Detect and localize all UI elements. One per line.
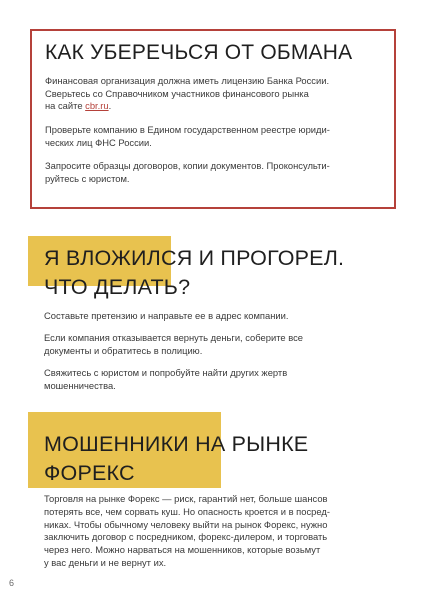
warning-box: [30, 29, 396, 209]
forex-section-body: [44, 493, 394, 570]
forex-title-line-2: ФОРЕКС: [44, 461, 135, 485]
burned-section-body: [44, 310, 394, 402]
registry-paragraph: [45, 124, 390, 149]
registry-line-2: ческих лиц ФНС России.: [45, 136, 152, 148]
lawyer-line-1: Свяжитесь с юристом и попробуйте найти других жертв: [44, 367, 288, 379]
license-line-3-prefix: на сайте: [45, 100, 86, 112]
police-paragraph: [44, 332, 394, 358]
cbr-link[interactable]: cbr.ru: [85, 100, 109, 112]
forex-section-title: [44, 430, 308, 488]
burned-title-line-1: Я ВЛОЖИЛСЯ И ПРОГОРЕЛ.: [44, 246, 345, 270]
lawyer-paragraph: [44, 367, 394, 393]
warning-box-title: КАК УБЕРЕЧЬСЯ ОТ ОБМАНА: [45, 41, 353, 64]
forex-line: потерять все, чем сорвать куш. Но опасность кроется и в посред-: [44, 505, 330, 517]
license-paragraph: [45, 75, 390, 113]
registry-line-1: Проверьте компанию в Едином государственном реестре юриди-: [45, 123, 330, 135]
burned-section-title: [44, 244, 344, 302]
license-line-2: Сверьтесь со Справочником участников финансового рынка: [45, 87, 309, 99]
documents-line-2: руйтесь с юристом.: [45, 172, 130, 184]
documents-paragraph: [45, 160, 390, 185]
police-line-1: Если компания отказывается вернуть деньги, соберите все: [44, 332, 303, 344]
forex-line: у вас деньги и не вернут их.: [44, 556, 167, 568]
page-number: 6: [9, 578, 15, 588]
police-line-2: документы и обратитесь в полицию.: [44, 345, 203, 357]
warning-box-body: [45, 75, 390, 197]
forex-line: Торговля на рынке Форекс — риск, гарантий нет, больше шансов: [44, 493, 328, 504]
license-line-3-suffix: .: [108, 100, 112, 112]
license-line-1: Финансовая организация должна иметь лицензию Банка России.: [45, 75, 330, 86]
claim-paragraph: Составьте претензию и направьте ее в адрес компании.: [44, 310, 289, 321]
lawyer-line-2: мошенничества.: [44, 380, 116, 392]
documents-line-1: Запросите образцы договоров, копии документов. Проконсульти-: [45, 160, 330, 172]
forex-title-line-1: МОШЕННИКИ НА РЫНКЕ: [44, 432, 309, 456]
forex-line: заключить договор с посредником, форекс-дилером, и торговать: [44, 531, 328, 543]
burned-title-line-2: ЧТО ДЕЛАТЬ?: [44, 275, 191, 299]
forex-paragraph: [44, 493, 394, 570]
forex-line: никах. Чтобы обычному человеку выйти на рынок Форекс, нужно: [44, 518, 328, 530]
forex-line: через него. Можно нарваться на мошенников, которые возьмут: [44, 544, 321, 556]
